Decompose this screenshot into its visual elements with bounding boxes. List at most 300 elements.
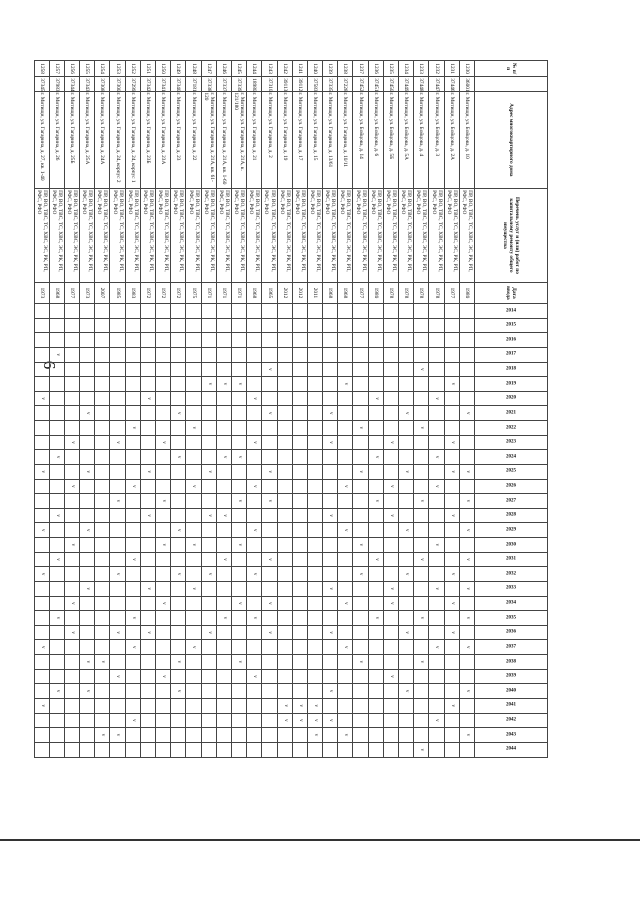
empty-year-cell: [353, 333, 368, 348]
empty-year-cell: [64, 728, 79, 743]
empty-year-cell: [338, 552, 353, 567]
empty-year-cell: [307, 669, 322, 684]
empty-year-cell: [34, 669, 49, 684]
empty-year-cell: [277, 640, 292, 655]
empty-year-cell: [64, 362, 79, 377]
row-commission-year: 2012: [277, 282, 292, 303]
empty-year-cell: [368, 655, 383, 670]
empty-year-cell: [414, 318, 429, 333]
row-house-id: 37339: [232, 77, 247, 91]
empty-year-cell: [171, 552, 186, 567]
row-commission-year: 2012: [292, 282, 307, 303]
planned-work-mark: v: [80, 523, 95, 538]
empty-year-cell: [353, 508, 368, 523]
empty-year-cell: [399, 669, 414, 684]
row-commission-year: 1971: [216, 282, 231, 303]
row-number: 1248: [186, 61, 201, 77]
row-commission-year: 1971: [201, 282, 216, 303]
empty-year-cell: [307, 552, 322, 567]
empty-year-cell: [429, 377, 444, 392]
empty-year-cell: [156, 391, 171, 406]
row-address: г. Митищи, ул. Гагарина, д. 21: [247, 91, 262, 189]
empty-year-cell: [171, 728, 186, 743]
planned-work-mark: v: [323, 406, 338, 421]
empty-year-cell: [80, 552, 95, 567]
empty-year-cell: [140, 669, 155, 684]
planned-work-mark: v: [459, 464, 474, 479]
empty-year-cell: [34, 318, 49, 333]
row-address: г. Митищи, ул. Гагарина, д. 26: [49, 91, 64, 189]
empty-year-cell: [156, 523, 171, 538]
empty-year-cell: [232, 508, 247, 523]
empty-year-cell: [34, 611, 49, 626]
empty-year-cell: [201, 494, 216, 509]
empty-year-cell: [140, 523, 155, 538]
planned-work-mark: v: [125, 611, 140, 626]
table-row: [95, 61, 110, 758]
row-commission-year: 1968: [338, 282, 353, 303]
planned-work-mark: v: [110, 728, 125, 743]
empty-year-cell: [201, 318, 216, 333]
planned-work-mark: v: [34, 698, 49, 713]
empty-year-cell: [186, 698, 201, 713]
empty-year-cell: [307, 450, 322, 465]
empty-year-cell: [292, 625, 307, 640]
empty-year-cell: [125, 391, 140, 406]
row-works: ПР, ВО, ТВС, ТС, ХВС, ЭС, РК, РП, РФС, РФО: [95, 189, 110, 283]
empty-year-cell: [247, 450, 262, 465]
empty-year-cell: [80, 611, 95, 626]
empty-year-cell: [49, 464, 64, 479]
empty-year-cell: [64, 523, 79, 538]
empty-year-cell: [353, 742, 368, 757]
empty-year-cell: [201, 362, 216, 377]
planned-work-mark: v: [444, 377, 459, 392]
empty-year-cell: [80, 640, 95, 655]
empty-year-cell: [125, 304, 140, 319]
table-row: [277, 61, 292, 758]
empty-year-cell: [399, 581, 414, 596]
empty-year-cell: [64, 567, 79, 582]
empty-year-cell: [383, 304, 398, 319]
header-plan-year: 2035: [475, 611, 548, 626]
planned-work-mark: v: [353, 421, 368, 436]
empty-year-cell: [459, 318, 474, 333]
planned-work-mark: v: [171, 450, 186, 465]
empty-year-cell: [125, 669, 140, 684]
empty-year-cell: [216, 523, 231, 538]
empty-year-cell: [125, 596, 140, 611]
empty-year-cell: [125, 655, 140, 670]
empty-year-cell: [171, 713, 186, 728]
empty-year-cell: [125, 377, 140, 392]
empty-year-cell: [247, 684, 262, 699]
empty-year-cell: [292, 742, 307, 757]
empty-year-cell: [95, 552, 110, 567]
empty-year-cell: [338, 684, 353, 699]
empty-year-cell: [186, 494, 201, 509]
empty-year-cell: [49, 713, 64, 728]
empty-year-cell: [307, 581, 322, 596]
empty-year-cell: [156, 552, 171, 567]
header-plan-year: 2036: [475, 625, 548, 640]
row-house-id: 37340: [171, 77, 186, 91]
empty-year-cell: [444, 406, 459, 421]
planned-work-mark: v: [399, 406, 414, 421]
empty-year-cell: [232, 728, 247, 743]
empty-year-cell: [186, 464, 201, 479]
empty-year-cell: [186, 391, 201, 406]
empty-year-cell: [216, 479, 231, 494]
empty-year-cell: [399, 596, 414, 611]
empty-year-cell: [292, 464, 307, 479]
header-plan-year: 2014: [475, 304, 548, 319]
row-number: 1244: [247, 61, 262, 77]
empty-year-cell: [368, 523, 383, 538]
empty-year-cell: [232, 464, 247, 479]
empty-year-cell: [323, 538, 338, 553]
empty-year-cell: [232, 523, 247, 538]
empty-year-cell: [292, 684, 307, 699]
empty-year-cell: [171, 640, 186, 655]
empty-year-cell: [399, 450, 414, 465]
planned-work-mark: v: [414, 611, 429, 626]
empty-year-cell: [247, 333, 262, 348]
empty-year-cell: [338, 625, 353, 640]
header-blank: [475, 77, 548, 91]
empty-year-cell: [429, 304, 444, 319]
empty-year-cell: [140, 406, 155, 421]
row-house-id: 37310: [262, 77, 277, 91]
table-row: [353, 61, 368, 758]
empty-year-cell: [140, 435, 155, 450]
header-works: Перечень услуг и (или) работ по капитальному ремонту общего имущества: [475, 189, 548, 283]
planned-work-mark: v: [232, 538, 247, 553]
empty-year-cell: [292, 406, 307, 421]
planned-work-mark: v: [429, 391, 444, 406]
empty-year-cell: [383, 713, 398, 728]
planned-work-mark: v: [247, 523, 262, 538]
empty-year-cell: [247, 347, 262, 362]
empty-year-cell: [383, 377, 398, 392]
empty-year-cell: [338, 362, 353, 377]
empty-year-cell: [125, 581, 140, 596]
row-number: 1251: [140, 61, 155, 77]
empty-year-cell: [444, 552, 459, 567]
planned-work-mark: v: [216, 508, 231, 523]
empty-year-cell: [368, 640, 383, 655]
empty-year-cell: [399, 494, 414, 509]
empty-year-cell: [80, 362, 95, 377]
table-row: [156, 61, 171, 758]
empty-year-cell: [201, 742, 216, 757]
planned-work-mark: v: [125, 640, 140, 655]
row-commission-year: 1978: [383, 282, 398, 303]
planned-work-mark: v: [429, 479, 444, 494]
empty-year-cell: [201, 655, 216, 670]
empty-year-cell: [216, 494, 231, 509]
planned-work-mark: v: [49, 684, 64, 699]
empty-year-cell: [277, 523, 292, 538]
empty-year-cell: [110, 552, 125, 567]
empty-year-cell: [383, 655, 398, 670]
planned-work-mark: v: [156, 494, 171, 509]
empty-year-cell: [64, 713, 79, 728]
empty-year-cell: [80, 596, 95, 611]
empty-year-cell: [307, 479, 322, 494]
empty-year-cell: [34, 655, 49, 670]
row-works: ПР, ВО, ТВС, ТС, ХВС, ЭС, РК, РП, РФС, РФО: [80, 189, 95, 283]
empty-year-cell: [262, 713, 277, 728]
empty-year-cell: [444, 421, 459, 436]
row-address: г. Митищи, ул. Гагарина, д. 25Б: [64, 91, 79, 189]
row-house-id: 37345: [34, 77, 49, 91]
planned-work-mark: v: [307, 713, 322, 728]
empty-year-cell: [307, 421, 322, 436]
empty-year-cell: [292, 508, 307, 523]
planned-work-mark: v: [232, 450, 247, 465]
empty-year-cell: [34, 494, 49, 509]
empty-year-cell: [292, 523, 307, 538]
empty-year-cell: [171, 742, 186, 757]
empty-year-cell: [292, 552, 307, 567]
empty-year-cell: [95, 494, 110, 509]
empty-year-cell: [110, 596, 125, 611]
empty-year-cell: [216, 596, 231, 611]
empty-year-cell: [171, 421, 186, 436]
empty-year-cell: [353, 406, 368, 421]
row-works: ПР, ВО, ТВС, ТС, ХВС, ЭС, РК, РП, РФС, РФО: [171, 189, 186, 283]
empty-year-cell: [156, 508, 171, 523]
capital-repair-table: [34, 60, 548, 758]
empty-year-cell: [323, 464, 338, 479]
row-commission-year: 1971: [232, 282, 247, 303]
empty-year-cell: [125, 494, 140, 509]
row-number: 1250: [156, 61, 171, 77]
empty-year-cell: [232, 406, 247, 421]
empty-year-cell: [277, 406, 292, 421]
empty-year-cell: [110, 611, 125, 626]
empty-year-cell: [459, 596, 474, 611]
empty-year-cell: [80, 742, 95, 757]
empty-year-cell: [383, 421, 398, 436]
row-house-id: 37983: [49, 77, 64, 91]
empty-year-cell: [292, 581, 307, 596]
empty-year-cell: [307, 538, 322, 553]
empty-year-cell: [429, 318, 444, 333]
header-plan-year: 2023: [475, 435, 548, 450]
empty-year-cell: [110, 464, 125, 479]
empty-year-cell: [383, 494, 398, 509]
row-works: ПР, ВО, ТВС, ТС, ХВС, ЭС, РК, РП, РФС, РФО: [323, 189, 338, 283]
empty-year-cell: [125, 742, 140, 757]
empty-year-cell: [277, 538, 292, 553]
table-body: [34, 61, 474, 758]
header-plan-year: 2015: [475, 318, 548, 333]
empty-year-cell: [95, 435, 110, 450]
empty-year-cell: [64, 684, 79, 699]
empty-year-cell: [399, 333, 414, 348]
row-address: г. Митищи, ул. Гагарина, д. 24, корпус 2: [110, 91, 125, 189]
empty-year-cell: [368, 684, 383, 699]
table-row: [444, 61, 459, 758]
row-house-id: 37228: [338, 77, 353, 91]
empty-year-cell: [338, 347, 353, 362]
empty-year-cell: [277, 611, 292, 626]
empty-year-cell: [125, 347, 140, 362]
planned-work-mark: v: [80, 581, 95, 596]
planned-work-mark: v: [247, 435, 262, 450]
table-row: [307, 61, 322, 758]
planned-work-mark: v: [34, 391, 49, 406]
empty-year-cell: [64, 508, 79, 523]
empty-year-cell: [156, 406, 171, 421]
planned-work-mark: v: [262, 406, 277, 421]
planned-work-mark: v: [459, 640, 474, 655]
table-row: [216, 61, 231, 758]
empty-year-cell: [64, 494, 79, 509]
empty-year-cell: [414, 450, 429, 465]
empty-year-cell: [232, 698, 247, 713]
empty-year-cell: [110, 538, 125, 553]
empty-year-cell: [307, 391, 322, 406]
planned-work-mark: v: [444, 435, 459, 450]
planned-work-mark: v: [34, 567, 49, 582]
empty-year-cell: [156, 742, 171, 757]
empty-year-cell: [323, 742, 338, 757]
planned-work-mark: v: [262, 625, 277, 640]
empty-year-cell: [277, 479, 292, 494]
empty-year-cell: [414, 684, 429, 699]
empty-year-cell: [368, 435, 383, 450]
empty-year-cell: [95, 669, 110, 684]
empty-year-cell: [277, 669, 292, 684]
table-row: [186, 61, 201, 758]
empty-year-cell: [429, 523, 444, 538]
planned-work-mark: v: [171, 567, 186, 582]
empty-year-cell: [34, 742, 49, 757]
row-works: ПР, ВО, ТВС, ТС, ХВС, ЭС, РК, РП, РФС, РФО: [338, 189, 353, 283]
row-commission-year: 1972: [171, 282, 186, 303]
empty-year-cell: [186, 435, 201, 450]
empty-year-cell: [140, 567, 155, 582]
empty-year-cell: [383, 464, 398, 479]
planned-work-mark: v: [49, 611, 64, 626]
rotated-table-area: [35, 60, 548, 758]
empty-year-cell: [459, 625, 474, 640]
empty-year-cell: [277, 567, 292, 582]
empty-year-cell: [444, 304, 459, 319]
header-num: № п/п: [475, 61, 548, 77]
row-commission-year: 1968: [49, 282, 64, 303]
table-row: [414, 61, 429, 758]
empty-year-cell: [156, 684, 171, 699]
empty-year-cell: [292, 318, 307, 333]
empty-year-cell: [80, 567, 95, 582]
empty-year-cell: [444, 742, 459, 757]
empty-year-cell: [95, 333, 110, 348]
table-row: [429, 61, 444, 758]
row-works: ПР, ВО, ТВС, ТС, ХВС, ЭС, РК, РП, РФС, РФО: [247, 189, 262, 283]
empty-year-cell: [353, 552, 368, 567]
empty-year-cell: [338, 464, 353, 479]
planned-work-mark: v: [277, 713, 292, 728]
empty-year-cell: [64, 391, 79, 406]
empty-year-cell: [292, 347, 307, 362]
header-plan-year: 2024: [475, 450, 548, 465]
row-number: 1236: [368, 61, 383, 77]
empty-year-cell: [368, 508, 383, 523]
row-commission-year: 1978: [414, 282, 429, 303]
empty-year-cell: [368, 479, 383, 494]
empty-year-cell: [156, 581, 171, 596]
planned-work-mark: v: [262, 362, 277, 377]
row-number: 1239: [323, 61, 338, 77]
empty-year-cell: [110, 742, 125, 757]
header-plan-year: 2034: [475, 596, 548, 611]
row-house-id: 39113: [277, 77, 292, 91]
planned-work-mark: v: [125, 713, 140, 728]
empty-year-cell: [307, 333, 322, 348]
empty-year-cell: [323, 655, 338, 670]
planned-work-mark: v: [353, 464, 368, 479]
empty-year-cell: [95, 479, 110, 494]
planned-work-mark: v: [323, 581, 338, 596]
empty-year-cell: [307, 347, 322, 362]
empty-year-cell: [292, 391, 307, 406]
empty-year-cell: [368, 596, 383, 611]
empty-year-cell: [125, 728, 140, 743]
empty-year-cell: [307, 435, 322, 450]
row-works: ПР, ВО, ТВС, ТС, ХВС, ЭС, РК, РП, РФС, РФО: [216, 189, 231, 283]
empty-year-cell: [110, 713, 125, 728]
empty-year-cell: [429, 698, 444, 713]
row-address: г. Митищи, ул. Гагарина, д. 25А: [80, 91, 95, 189]
empty-year-cell: [368, 377, 383, 392]
empty-year-cell: [34, 596, 49, 611]
empty-year-cell: [34, 479, 49, 494]
empty-year-cell: [95, 567, 110, 582]
empty-year-cell: [201, 406, 216, 421]
empty-year-cell: [277, 596, 292, 611]
empty-year-cell: [95, 523, 110, 538]
planned-work-mark: v: [459, 684, 474, 699]
empty-year-cell: [459, 538, 474, 553]
empty-year-cell: [171, 596, 186, 611]
empty-year-cell: [64, 669, 79, 684]
planned-work-mark: v: [247, 567, 262, 582]
empty-year-cell: [171, 304, 186, 319]
empty-year-cell: [125, 406, 140, 421]
empty-year-cell: [186, 742, 201, 757]
empty-year-cell: [338, 391, 353, 406]
empty-year-cell: [292, 567, 307, 582]
row-number: 1232: [429, 61, 444, 77]
empty-year-cell: [34, 377, 49, 392]
empty-year-cell: [368, 318, 383, 333]
empty-year-cell: [201, 304, 216, 319]
empty-year-cell: [125, 508, 140, 523]
empty-year-cell: [232, 625, 247, 640]
row-number: 1235: [383, 61, 398, 77]
row-address: г. Митищи, ул. Бойцова, д. 6: [368, 91, 383, 189]
empty-year-cell: [140, 596, 155, 611]
empty-year-cell: [307, 611, 322, 626]
empty-year-cell: [262, 304, 277, 319]
empty-year-cell: [429, 406, 444, 421]
empty-year-cell: [399, 362, 414, 377]
empty-year-cell: [459, 362, 474, 377]
